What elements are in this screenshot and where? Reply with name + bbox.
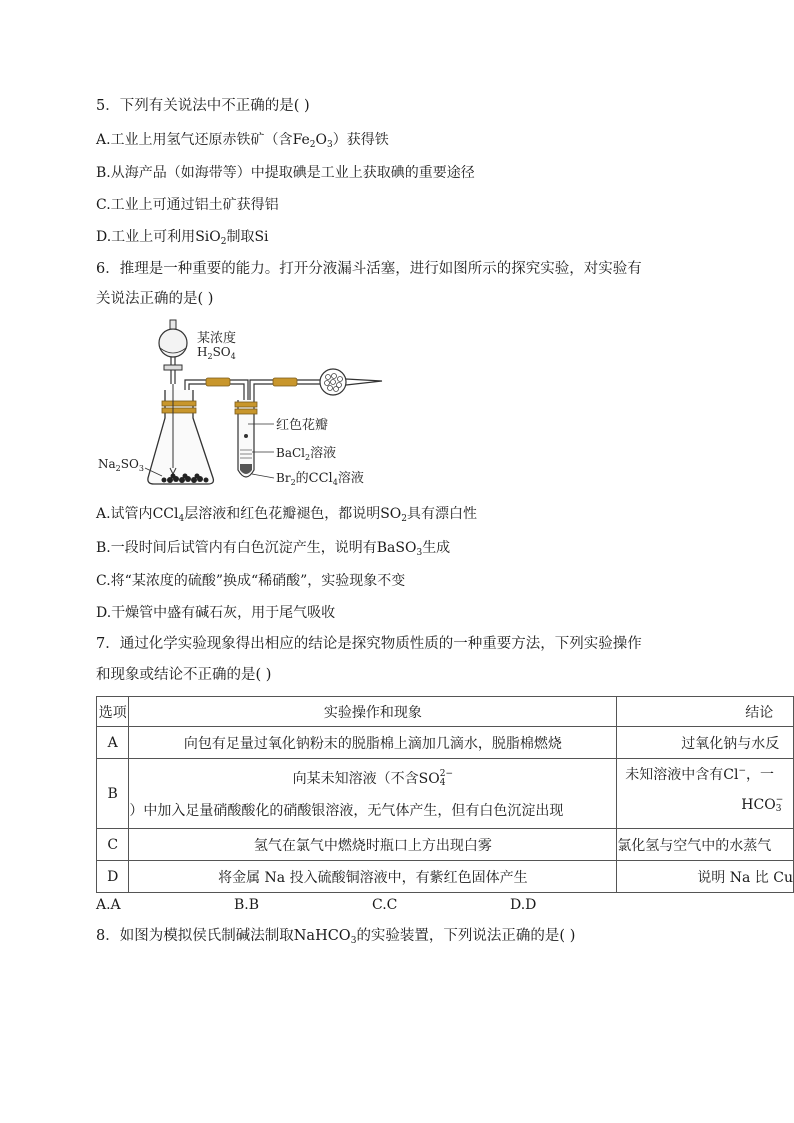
svg-text:红色花瓣: 红色花瓣 (276, 418, 329, 433)
q7-answer-b: B.B (234, 897, 260, 913)
svg-text:Br2的CCl4溶液: $Br_2$的CCl$_4$溶液 (276, 471, 364, 487)
table-cell-conclusion: 过氧化钠与水反 (617, 727, 794, 759)
table-row (97, 759, 794, 829)
q5-option-c: C.工业上可通过铝土矿获得铝 (96, 197, 279, 213)
svg-text:BaCl2溶液: BaCl$_2$溶液 (276, 446, 337, 462)
table-row (97, 697, 794, 727)
q7-stem-line1: 7．通过化学实验现象得出相应的结论是探究物质性质的一种重要方法，下列实验操作 (96, 636, 642, 652)
q7-answer-c: C.C (372, 897, 398, 913)
svg-text:某浓度: 某浓度 (197, 331, 237, 346)
table-cell-operation: 氢气在氯气中燃烧时瓶口上方出现白雾 (129, 829, 617, 861)
q5-option-b: B.从海产品（如海带等）中提取碘是工业上获取碘的重要途径 (96, 165, 475, 181)
svg-text:Na2SO3: $Na_2SO_3$ (98, 457, 144, 473)
table-header-option: 选项 (97, 697, 129, 727)
q6-stem-line2: 关说法正确的是( ) (96, 291, 214, 307)
rubber-connector (206, 378, 230, 386)
table-cell-operation: 向包有足量过氧化钠粉末的脱脂棉上滴加几滴水，脱脂棉燃烧 (129, 727, 617, 759)
funnel-stopcock (164, 365, 182, 370)
q7-stem-line2: 和现象或结论不正确的是( ) (96, 667, 272, 683)
table-cell-operation: 将金属 Na 投入硫酸铜溶液中，有紫红色固体产生 (129, 861, 617, 893)
q5-option-a: A.工业上用氢气还原赤铁矿（含$Fe_2O_3$）获得铁 (96, 132, 389, 150)
q7-answer-a: A.A (96, 897, 121, 913)
q6-option-b: B.一段时间后试管内有白色沉淀产生，说明有BaSO$_3$生成 (96, 540, 451, 558)
table-row (97, 829, 794, 861)
table-header-conclusion: 结论 (617, 697, 794, 727)
q6-apparatus-diagram (90, 318, 400, 493)
q6-option-a: A.试管内CCl$_4$层溶液和红色花瓣褪色，都说明$SO_2$具有漂白性 (96, 506, 478, 524)
table-cell-option: A (97, 727, 129, 759)
table-row (97, 727, 794, 759)
q5-option-d: D.工业上可利用SiO$_2$制取Si (96, 229, 269, 247)
q5-stem: 5．下列有关说法中不正确的是( ) (96, 98, 310, 114)
q6-option-d: D.干燥管中盛有碱石灰，用于尾气吸收 (96, 605, 336, 621)
table-cell-operation: 向某未知溶液（不含SO 2− 4 ）中加入足量硝酸酸化的硝酸银溶液，无气体产生，但有白色沉淀出现 (129, 759, 617, 829)
table-header-operation: 实验操作和现象 (129, 697, 617, 727)
table-cell-conclusion: 未知溶液中含有Cl−，一 HCO − 3 (617, 759, 794, 829)
q8-stem: 8．如图为模拟侯氏制碱法制取NaHCO$_3$的实验装置，下列说法正确的是( ) (96, 928, 576, 946)
drying-tube-bulb (320, 369, 346, 395)
table-row (97, 861, 794, 893)
table-cell-option: C (97, 829, 129, 861)
q6-stem-line1: 6．推理是一种重要的能力。打开分液漏斗活塞，进行如图所示的探究实验，对实验有 (96, 261, 642, 277)
q7-answer-d: D.D (510, 897, 537, 913)
table-cell-conclusion: 氯化氢与空气中的水蒸气 (617, 829, 794, 861)
q6-option-c: C.将“某浓度的硫酸”换成“稀硝酸”，实验现象不变 (96, 573, 406, 589)
table-cell-option: B (97, 759, 129, 829)
q7-table (96, 696, 794, 893)
table-cell-option: D (97, 861, 129, 893)
svg-text:H2SO4: $H_2SO_4$ (197, 345, 236, 361)
table-cell-conclusion: 说明 Na 比 Cu (617, 861, 794, 893)
